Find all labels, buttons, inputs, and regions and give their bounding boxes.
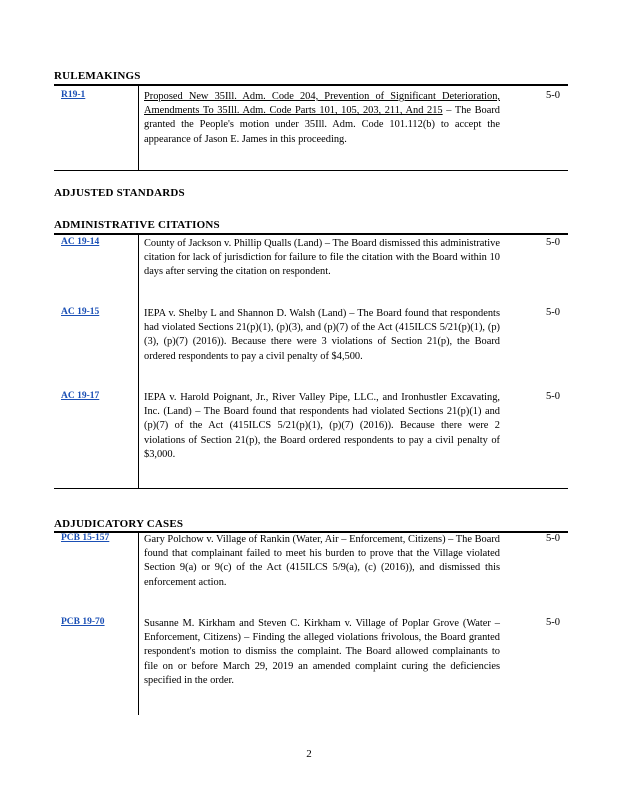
entry-text: – The Board granted the People's motion under 35Ill. Adm. Code 101.112(b) to accept the appearance of Jason E. James in this proceeding. [144,105,500,145]
case-link[interactable]: AC 19-14 [61,237,100,247]
vote-tally: 5-0 [546,90,560,101]
vote-tally: 5-0 [546,307,560,318]
entry-description: IEPA v. Shelby L and Shannon D. Walsh (Land) – The Board found that respondents had violated Sections 21(p)(1), (p)(3), and (p)(7) of the Act (415ILCS 5/21(p)(1), (p)(3), (p)(7) (2016)). Because there were 3 violations of Section 21(p), the Board ordered respondents to pay a civil penalty of $4,500. [144,308,500,362]
entry-description [144,90,500,147]
case-link[interactable]: PCB 15-157 [61,533,110,543]
column-divider [138,235,139,488]
section-rule [54,170,568,171]
column-divider [138,86,139,170]
section-heading-adjusted-standards: ADJUSTED STANDARDS [54,187,185,199]
section-rule [54,84,568,86]
case-link[interactable]: R19-1 [61,90,86,100]
entry-description: IEPA v. Harold Poignant, Jr., River Valley Pipe, LLC., and Ironhustler Excavating, Inc. (Land) – The Board found that respondents had violated Sections 21(p)(1) and (p)(7) of the Act (415ILCS 5/21(p)(1), (p)(7) (2016)). Because there were 2 violations of Section 21(p), the Board ordered respondents to pay a civil penalty of $3,000. [144,392,500,460]
section-rule [54,233,568,235]
column-divider [138,533,139,715]
section-rule [54,488,568,489]
entry-title: Proposed New 35Ill. Adm. Code 204, Prevention of Significant Deterioration, Amendments To 35Ill. Adm. Code Parts 101, 105, 203, 211, And 215 [144,91,500,117]
section-heading-adjudicatory-cases: ADJUDICATORY CASES [54,518,184,530]
vote-tally: 5-0 [546,533,560,544]
case-link[interactable]: AC 19-17 [61,391,100,401]
vote-tally: 5-0 [546,617,560,628]
entry-description: County of Jackson v. Phillip Qualls (Land) – The Board dismissed this administrative citation for lack of jurisdiction for failure to file the citation with the Board within 10 days after serving the citation on respondent. [144,238,500,278]
page-number: 2 [306,748,312,760]
vote-tally: 5-0 [546,237,560,248]
entry-description: Susanne M. Kirkham and Steven C. Kirkham v. Village of Poplar Grove (Water – Enforcement, Citizens) – Finding the alleged violations frivolous, the Board granted respondent's motion to dismiss the complaint. The Board allowed complainants to file on or before March 29, 2019 an amended complaint curing the deficiencies specified in the order. [144,618,500,686]
vote-tally: 5-0 [546,391,560,402]
case-link[interactable]: PCB 19-70 [61,617,105,627]
section-heading-administrative-citations: ADMINISTRATIVE CITATIONS [54,219,220,231]
section-heading-rulemakings: RULEMAKINGS [54,70,141,82]
entry-description: Gary Polchow v. Village of Rankin (Water, Air – Enforcement, Citizens) – The Board found that complainant failed to meet his burden to prove that the Village violated Section 9(a) or 9(c) of the Act (415ILCS 5/9(a), (c) (2016)), and dismissed this enforcement action. [144,534,500,588]
case-link[interactable]: AC 19-15 [61,307,100,317]
